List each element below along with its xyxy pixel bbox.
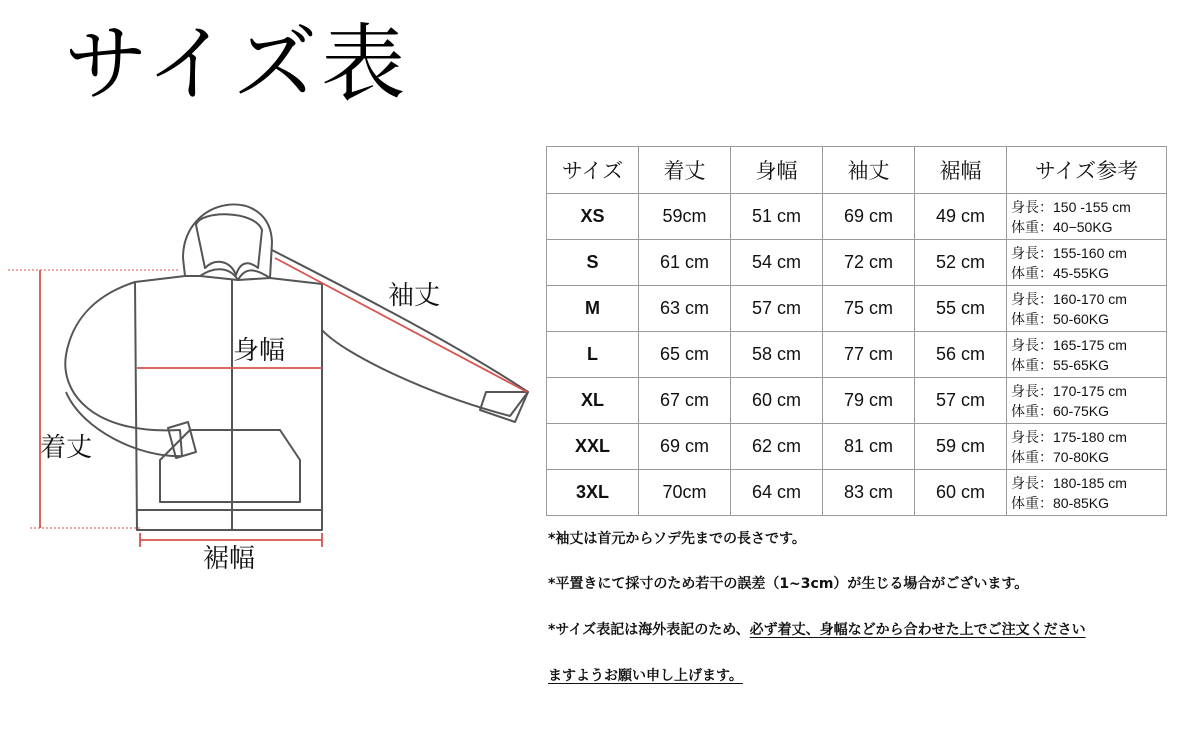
height-ref: 身長：155-160 cm (1011, 244, 1127, 261)
header-reference: サイズ参考 (1007, 147, 1167, 194)
note-emphasis: 必ず着丈、身幅などから合わせた上でご注文ください (749, 622, 1086, 638)
width-cell: 57 cm (731, 286, 823, 332)
hem-cell: 57 cm (915, 378, 1007, 424)
hem-cell: 49 cm (915, 194, 1007, 240)
reference-cell (1007, 470, 1167, 516)
hem-cell: 60 cm (915, 470, 1007, 516)
sleeve-measure-line (275, 258, 527, 392)
size-cell: L (547, 332, 639, 378)
hem-label: 裾幅 (203, 544, 256, 574)
header-hem: 裾幅 (915, 147, 1007, 194)
header-length: 着丈 (639, 147, 731, 194)
page-title: サイズ表 (64, 15, 410, 113)
weight-ref: 体重：55-65KG (1011, 356, 1110, 373)
length-cell: 67 cm (639, 378, 731, 424)
sleeve-cell: 77 cm (823, 332, 915, 378)
size-table (546, 146, 1167, 516)
reference-cell (1007, 424, 1167, 470)
table-row (547, 378, 1167, 424)
length-cell: 70cm (639, 470, 731, 516)
height-ref: 身長：175-180 cm (1011, 428, 1127, 445)
header-sleeve: 袖丈 (823, 147, 915, 194)
weight-ref: 体重：45-55KG (1011, 264, 1110, 281)
length-cell: 63 cm (639, 286, 731, 332)
sleeve-cell: 72 cm (823, 240, 915, 286)
table-row (547, 424, 1167, 470)
height-ref: 身長：150 -155 cm (1011, 198, 1131, 215)
height-ref: 身長：165-175 cm (1011, 336, 1127, 353)
size-cell: S (547, 240, 639, 286)
weight-ref: 体重：80-85KG (1011, 494, 1110, 511)
height-ref: 身長：180-185 cm (1011, 474, 1127, 491)
size-cell: M (547, 286, 639, 332)
width-cell: 64 cm (731, 470, 823, 516)
note-error: *平置きにて採寸のため若干の誤差（1~3cm）が生じる場合がございます。 (548, 576, 1029, 592)
reference-cell (1007, 194, 1167, 240)
reference-cell (1007, 378, 1167, 424)
size-cell: XS (547, 194, 639, 240)
reference-cell (1007, 286, 1167, 332)
weight-ref: 体重：50-60KG (1011, 310, 1110, 327)
reference-cell (1007, 332, 1167, 378)
hem-cell: 59 cm (915, 424, 1007, 470)
weight-ref: 体重：60-75KG (1011, 402, 1110, 419)
table-row (547, 332, 1167, 378)
width-cell: 51 cm (731, 194, 823, 240)
size-cell: XL (547, 378, 639, 424)
header-width: 身幅 (731, 147, 823, 194)
width-cell: 60 cm (731, 378, 823, 424)
hem-cell: 52 cm (915, 240, 1007, 286)
weight-ref: 体重：70-80KG (1011, 448, 1110, 465)
left-sleeve (65, 282, 182, 456)
table-row (547, 194, 1167, 240)
width-cell: 58 cm (731, 332, 823, 378)
sleeve-cell: 69 cm (823, 194, 915, 240)
weight-ref: 体重：40−50KG (1011, 218, 1113, 235)
header-size: サイズ (547, 147, 639, 194)
table-row (547, 240, 1167, 286)
reference-cell (1007, 240, 1167, 286)
length-label: 着丈 (40, 433, 93, 463)
note-sleeve: *袖丈は首元からソデ先までの長さです。 (548, 531, 806, 547)
width-cell: 54 cm (731, 240, 823, 286)
size-cell: XXL (547, 424, 639, 470)
width-cell: 62 cm (731, 424, 823, 470)
sleeve-cell: 79 cm (823, 378, 915, 424)
length-cell: 61 cm (639, 240, 731, 286)
sleeve-label: 袖丈 (388, 281, 441, 311)
sleeve-cell: 81 cm (823, 424, 915, 470)
length-cell: 59cm (639, 194, 731, 240)
width-label: 身幅 (233, 336, 286, 366)
body-outline (135, 276, 322, 530)
hoodie-diagram (0, 130, 540, 600)
sleeve-cell: 83 cm (823, 470, 915, 516)
hood-inner (196, 214, 262, 275)
table-header-row (547, 147, 1167, 194)
note-prefix: *サイズ表記は海外表記のため、 (548, 622, 750, 638)
height-ref: 身長：170-175 cm (1011, 382, 1127, 399)
sleeve-cell: 75 cm (823, 286, 915, 332)
table-row (547, 286, 1167, 332)
note-size-notation (548, 619, 1086, 639)
length-cell: 69 cm (639, 424, 731, 470)
hem-cell: 56 cm (915, 332, 1007, 378)
height-ref: 身長：160-170 cm (1011, 290, 1127, 307)
hem-cell: 55 cm (915, 286, 1007, 332)
length-cell: 65 cm (639, 332, 731, 378)
note-request: ますようお願い申し上げます。 (548, 668, 743, 684)
size-cell: 3XL (547, 470, 639, 516)
table-row (547, 470, 1167, 516)
right-cuff (480, 392, 528, 422)
